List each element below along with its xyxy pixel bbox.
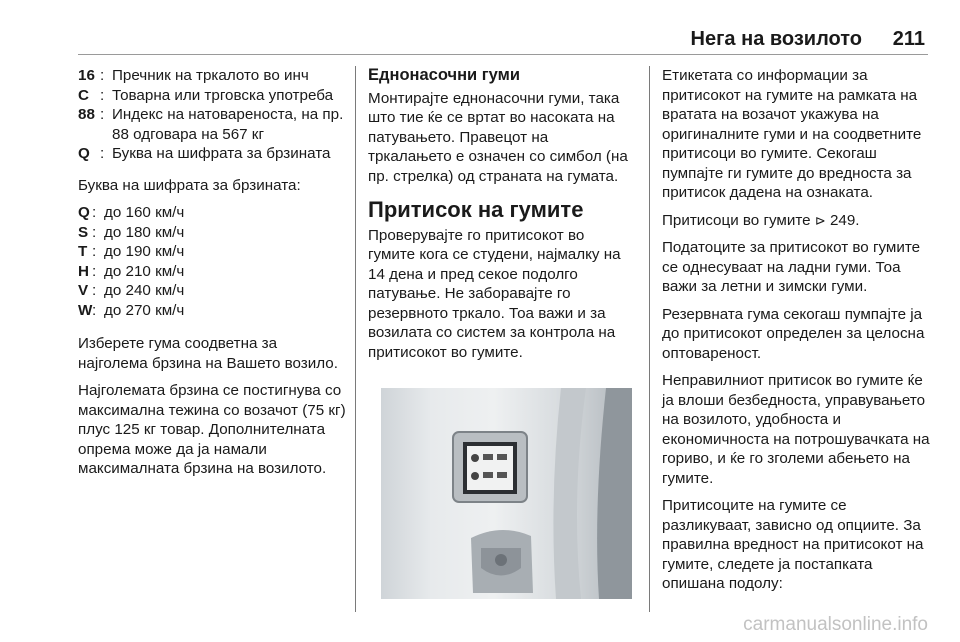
speed-row: S : до 180 км/ч [78, 223, 348, 243]
paragraph: Резервната гума секогаш пумпајте ја до притисокот определен за целосна оптовареност. [662, 305, 925, 362]
paragraph: Најголемата брзина се постигнува со максимална тежина со возачот (75 кг) плус 125 кг товар. Дополнителната опрема може да ја намали максималната брзина на возилото. [78, 382, 346, 477]
definition-key: 88 [78, 106, 95, 123]
speed-key: V [78, 282, 89, 299]
speed-value: до 240 км/ч [104, 282, 185, 299]
paragraph: Проверувајте го притисокот во гумите кога се студени, најмалку на 14 дена и пред секое подолго патување. Не заборавајте го резервното тркало. Тоа важи и за возилата со систем за контрола на притисокот во гумите. [368, 226, 621, 361]
definition-value: Индекс на натовареноста, на пр. 88 одговара на 567 кг [112, 106, 344, 143]
page-header [78, 28, 928, 55]
definition-value: Буква на шифрата за брзината [112, 145, 331, 162]
speed-intro: Буква на шифрата за брзината: [78, 176, 301, 194]
reference-arrow-icon: ⊳ [814, 212, 826, 228]
paragraph: Податоците за притисокот во гумите се однесуваат на ладни гуми. Тоа важи за летни и зимски гуми. [662, 239, 921, 295]
speed-key: S [78, 223, 89, 241]
page-reference-link[interactable]: 249. [825, 211, 860, 229]
column-divider [355, 66, 356, 612]
speed-row: V : до 240 км/ч [78, 281, 348, 301]
speed-value: до 180 км/ч [104, 223, 185, 241]
paragraph: Неправилниот притисок во гумите ќе ја влоши безбедноста, управувањето на возилото, удобноста и економичноста на потрошувачката на гориво, и ќе го зголеми абењето на гумите. [662, 372, 930, 487]
paragraph: Изберете гума соодветна за најголема брзина на Вашето возило. [78, 335, 338, 372]
column-1 [78, 66, 348, 487]
speed-value: до 160 км/ч [104, 204, 185, 221]
speed-key: W [78, 301, 93, 319]
speed-key: Q [78, 204, 90, 221]
speed-key: H [78, 262, 89, 280]
definition-key: C [78, 86, 89, 104]
definition-row: C : Товарна или трговска употреба [78, 86, 348, 106]
speed-value: до 210 км/ч [104, 262, 185, 280]
column-3 [662, 66, 930, 602]
column-divider [649, 66, 650, 612]
definition-value: Пречник на тркалото во инч [112, 67, 309, 84]
section-title: Притисок на гумите [368, 197, 584, 222]
column-2 [368, 66, 633, 370]
watermark: carmanualsonline.info [743, 614, 928, 635]
definition-value: Товарна или трговска употреба [112, 86, 334, 104]
paragraph: Притисоците на гумите се разликуваат, зависно од опциите. За правилна вредност на притисокот на гумите, следете ја постапката опишана подолу: [662, 497, 924, 592]
page-number: 211 [892, 28, 925, 50]
speed-row: W : до 270 км/ч [78, 301, 348, 321]
definition-key: Q [78, 145, 90, 162]
definition-key: 16 [78, 67, 95, 84]
cross-reference: Притисоци во гумите ⊳ 249. [662, 211, 860, 229]
definition-row: Q : Буква на шифрата за брзината [78, 144, 348, 164]
tire-pressure-label-photo [381, 388, 632, 599]
subheading: Еднонасочни гуми [368, 66, 520, 84]
speed-value: до 190 км/ч [104, 243, 185, 260]
speed-key: T [78, 243, 88, 260]
speed-value: до 270 км/ч [104, 301, 185, 319]
definition-row: 88 : Индекс на натовареноста, на пр. 88 одговара на 567 кг [78, 105, 348, 144]
speed-row: Q : до 160 км/ч [78, 203, 348, 223]
page-title: Нега на возилото [690, 28, 862, 50]
speed-row: H : до 210 км/ч [78, 262, 348, 282]
speed-row: T : до 190 км/ч [78, 242, 348, 262]
definition-row: 16 : Пречник на тркалото во инч [78, 66, 348, 86]
paragraph: Монтирајте еднонасочни гуми, така што тие ќе се вртат во насоката на патувањето. Правецот на тркалањето е означен со симбол (на пр. стрелка) од страната на гумата. [368, 89, 628, 185]
paragraph: Етикетата со информации за притисокот на гумите на рамката на вратата на возачот укажува на оригиналните гуми и на соодветните притисоци во гумите. Секогаш пумпајте ги гумите до вредноста за притисок дадена на ознаката. [662, 67, 922, 201]
